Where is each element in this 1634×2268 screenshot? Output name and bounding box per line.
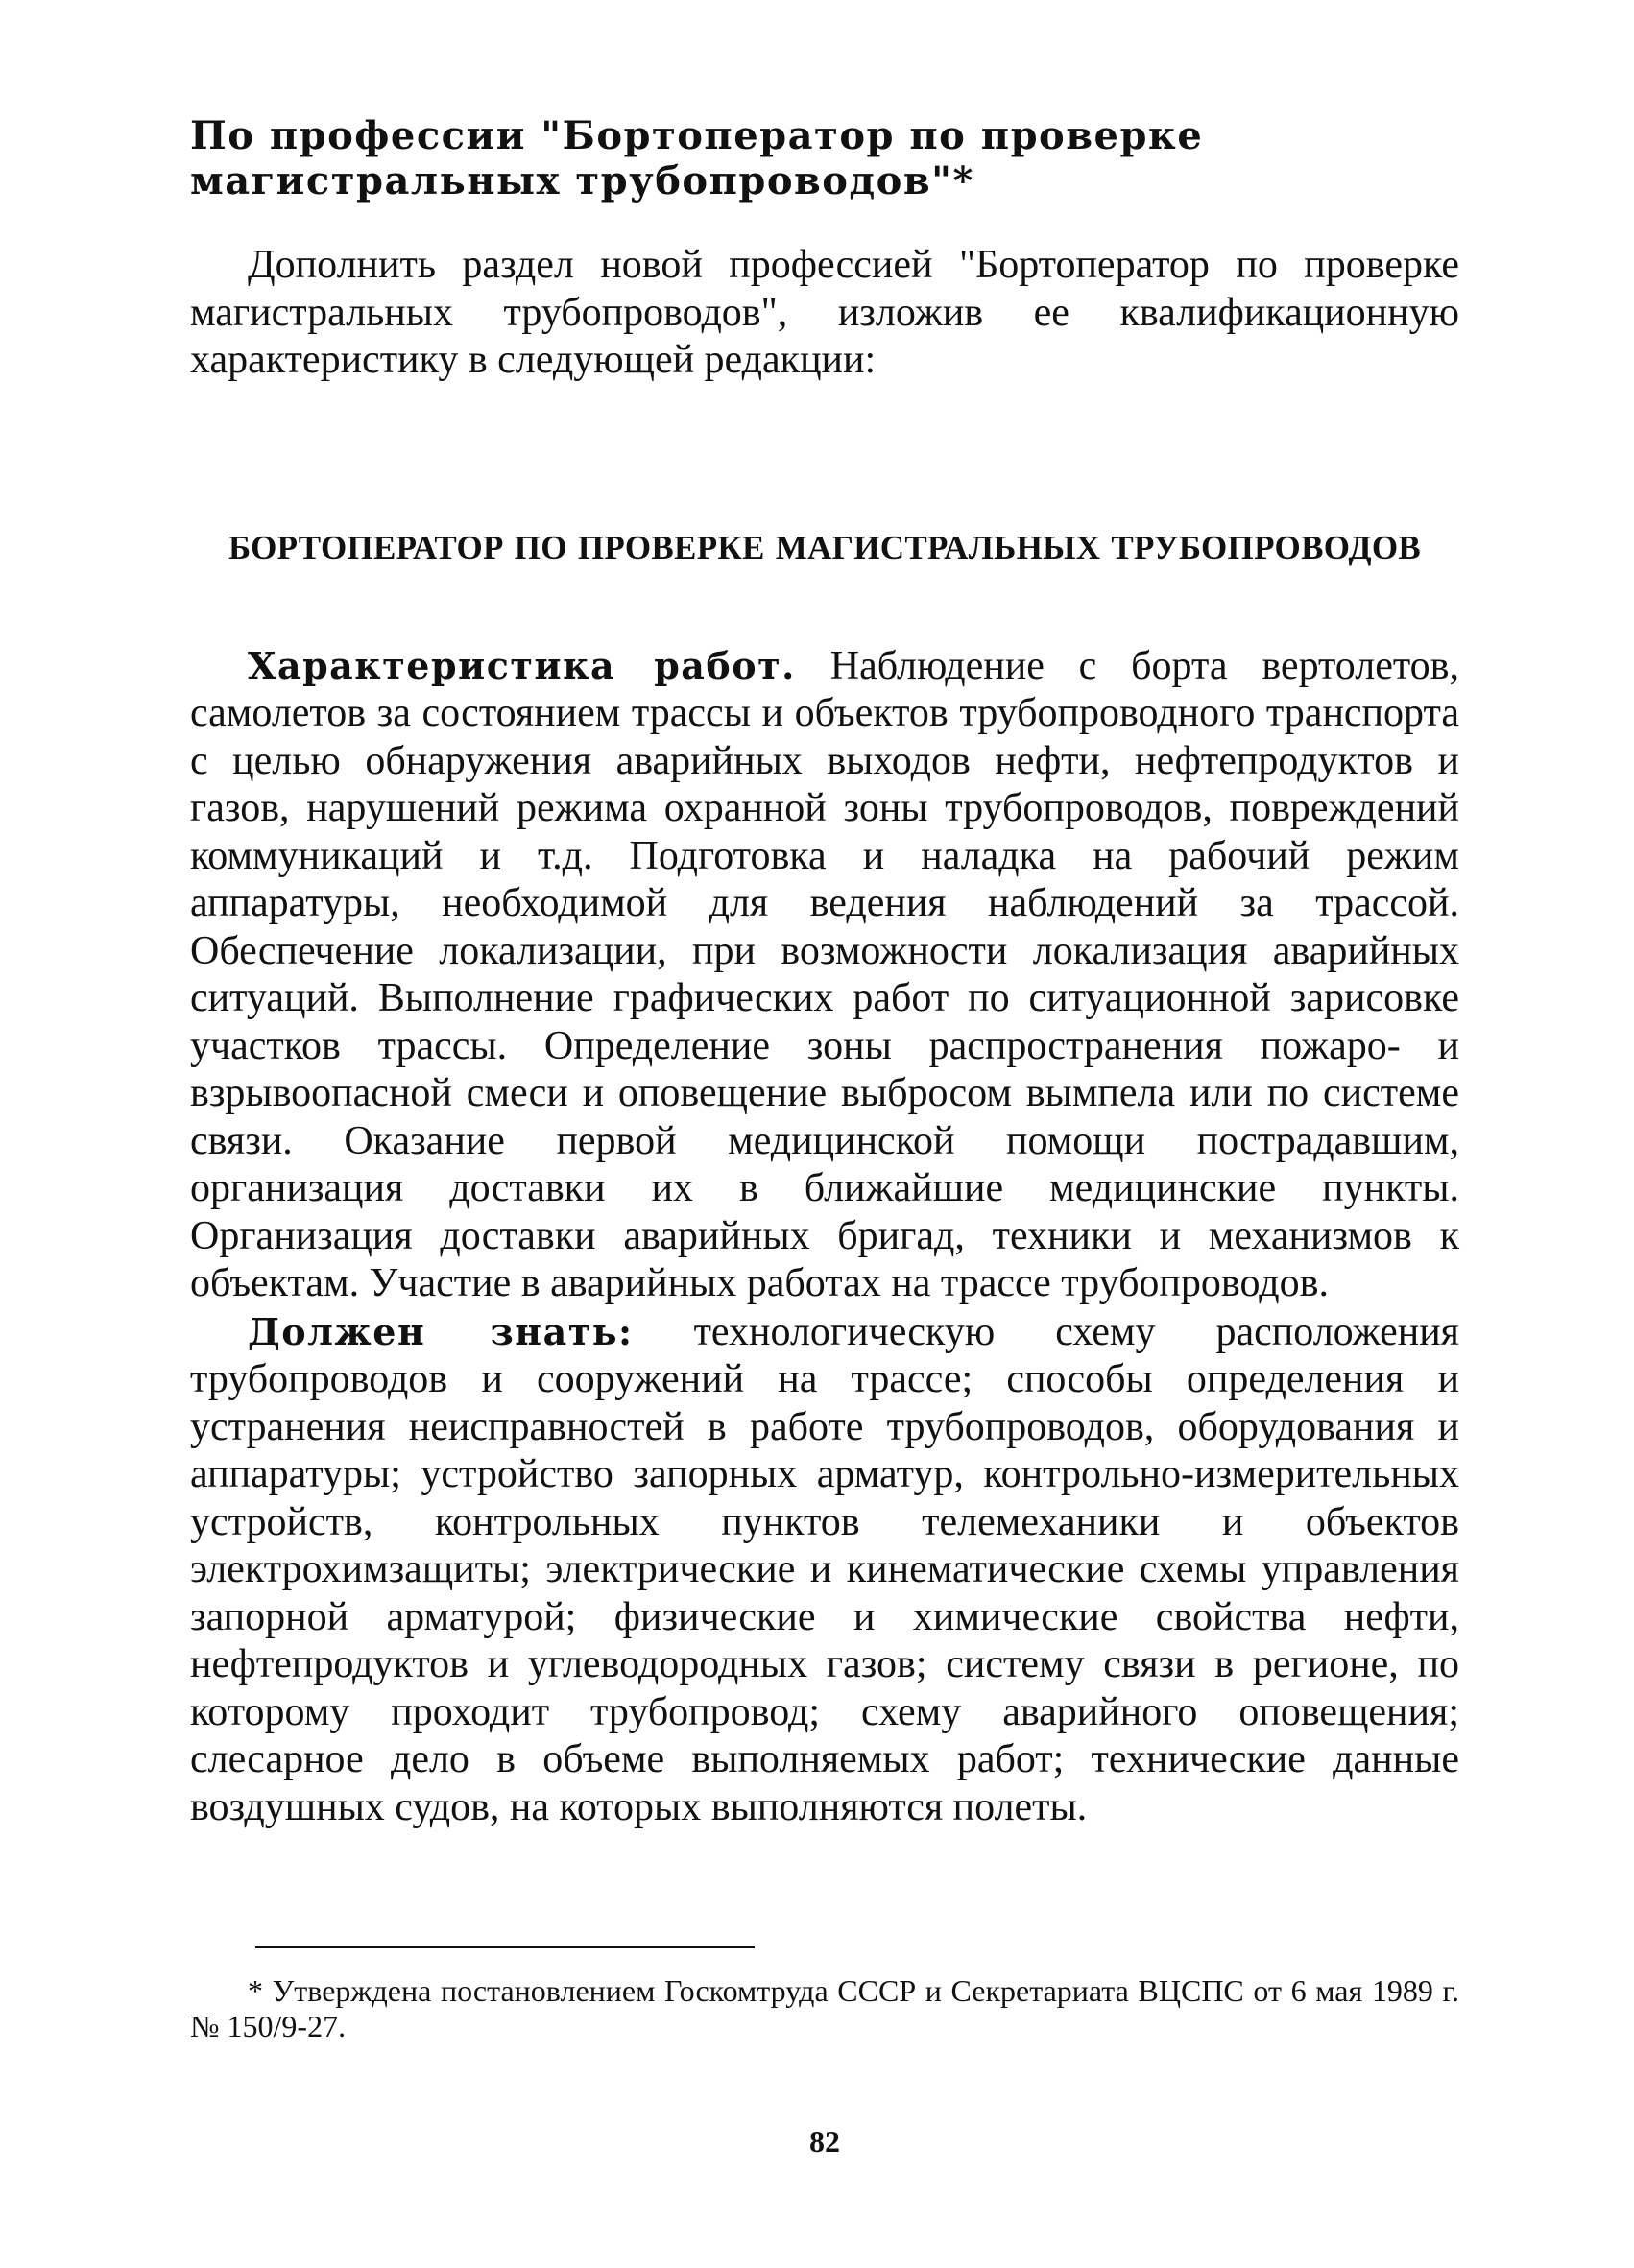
must-know-label: Должен знать: xyxy=(248,1309,634,1353)
characteristics-label: Характеристика работ. xyxy=(248,643,796,687)
section-heading: По профессии "Бортоператор по проверке магистральных трубопроводов"* xyxy=(190,113,1204,203)
footnote-divider xyxy=(255,1946,755,1948)
must-know-paragraph xyxy=(190,1308,1459,1832)
page-number: 82 xyxy=(809,2124,840,2159)
footnote: * Утверждена постановлением Госкомтруда СССР и Секретариата ВЦСПС от 6 мая 1989 г. № 150/9-27. xyxy=(190,1973,1459,2043)
characteristics-paragraph xyxy=(190,642,1459,1308)
characteristics-text: Наблюдение с борта вертолетов, самолетов за состоянием трассы и объектов трубопроводного транспорта с целью обнаружения аварийных выходов нефти, нефтепродуктов и газов, нарушений режима охранной зоны трубопроводов, повреждений коммуникаций и т.д. Подготовка и наладка на рабочий режим аппаратуры, необходимой для ведения наблюдений за трассой. Обеспечение локализации, при возможности локализация аварийных ситуаций. Выполнение графических работ по ситуационной зарисовке участков трассы. Определение зоны распространения пожаро- и взрывоопасной смеси и оповещение выбросом вымпела или по системе связи. Оказание первой медицинской помощи пострадавшим, организация доставки их в ближайшие медицинские пункты. Организация доставки аварийных бригад, техники и механизмов к объектам. Участие в аварийных работах на трассе трубопроводов. xyxy=(190,643,1459,1305)
must-know-text: технологическую схему расположения трубопроводов и сооружений на трассе; способы определения и устранения неисправностей в работе трубопроводов, оборудования и аппаратуры; устройство запорных арматур, контрольно-измерительных устройств, контрольных пунктов телемеханики и объектов электрохимзащиты; электрические и кинематические схемы управления запорной арматурой; физические и химические свойства нефти, нефтепродуктов и углеводородных газов; систему связи в регионе, по которому проходит трубопровод; схему аварийного оповещения; слесарное дело в объеме выполняемых работ; технические данные воздушных судов, на которых выполняются полеты. xyxy=(190,1309,1459,1829)
document-page xyxy=(190,113,1459,2177)
profession-title: БОРТОПЕРАТОР ПО ПРОВЕРКЕ МАГИСТРАЛЬНЫХ ТРУБОПРОВОДОВ xyxy=(228,528,1422,566)
intro-paragraph: Дополнить раздел новой профессией "Бортоператор по проверке магистральных трубопроводов", изложив ее квалификационную характеристику в следующей редакции: xyxy=(190,243,1459,382)
